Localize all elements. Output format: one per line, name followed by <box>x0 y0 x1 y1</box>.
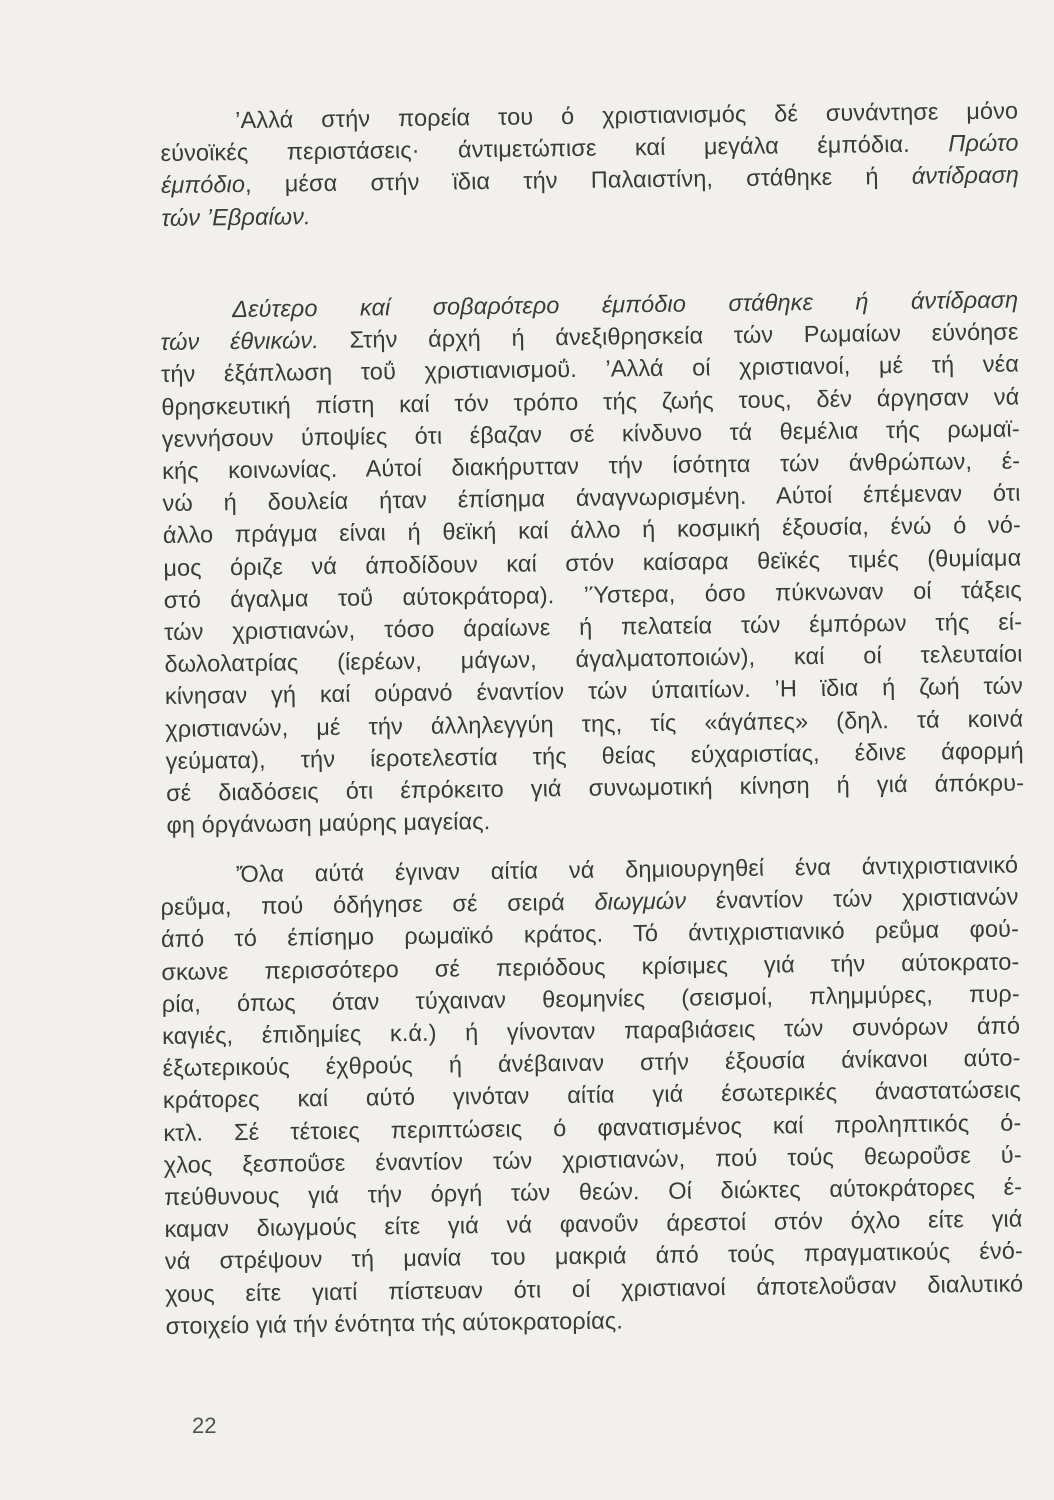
text-line: κράτορες καί αύτό γινόταν αίτία γιά έσωτερικές άναστατώσεις <box>162 1076 1022 1114</box>
text-line: σέ διαδόσεις ότι έπρόκειτο γιά συνωμοτική κίνηση ή γιά άπόκρυ- <box>165 769 1025 807</box>
text-line: πεύθυνους γιά τήν όργή τών θεών. Οί διώκτες αύτοκράτορες έ- <box>163 1173 1023 1211</box>
text-line: γεννήσουν ύποψίες ότι έβαζαν σέ κίνδυνο τά θεμέλια τής ρωμαϊ- <box>161 415 1020 452</box>
text-line: τών ’Εβραίων. <box>161 202 311 231</box>
text-line: δωλολατρίας (ίερέων, μάγων, άγαλματοποιών), καί οί τελευταίοι <box>164 640 1023 678</box>
text-line: τών έθνικών. Στήν άρχή ή άνεξιθρησκεία τών Ρωμαίων εύνόησε <box>160 318 1019 356</box>
text-line: νά στρέψουν τή μανία του μακριά άπό τούς πραγματικούς ένό- <box>164 1237 1024 1275</box>
text-line: καγιές, έπιδημίες κ.ά.) ή γίνονταν παραβιάσεις τών συνόρων άπό <box>162 1012 1021 1050</box>
text-line: τήν έξάπλωση τοΰ χριστιανισμοΰ. ’Αλλά οί χριστιανοί, μέ τή νέα <box>160 350 1020 388</box>
text-line: ’Αλλά στήν πορεία του ό χριστιανισμός δέ συνάντησε μόνο <box>235 97 1019 134</box>
text-line: χους είτε γιατί πίστευαν ότι οί χριστιανοί άποτελοΰσαν διαλυτικό <box>165 1270 1024 1307</box>
paragraph-3 <box>160 849 1024 1342</box>
text-line: ρία, όπως όταν τύχαιναν θεομηνίες (σεισμοί, πλημμύρες, πυρ- <box>161 980 1020 1017</box>
text-line: φη όργάνωση μαύρης μαγείας. <box>166 808 491 839</box>
paragraph-1 <box>160 95 1020 234</box>
text-line: νώ ή δουλεία ήταν έπίσημα άναγνωρισμένη. Αύτοί έπέμεναν ότι <box>162 479 1021 517</box>
text-line: κτλ. Σέ τέτοιες περιπτώσεις ό φανατισμένος καί προληπτικός ό- <box>163 1109 1022 1146</box>
paragraph-2 <box>160 284 1025 842</box>
text-line: χριστιανών, μέ τήν άλληλεγγύη της, τίς «άγάπες» (δηλ. τά κοινά <box>165 705 1024 742</box>
text-line: στοιχείο γιά τήν ένότητα τής αύτοκρατορίας. <box>165 1307 624 1339</box>
text-line: κής κοινωνίας. Αύτοί διακήρυτταν τήν ίσότητα τών άνθρώπων, έ- <box>162 447 1021 485</box>
text-line: θρησκευτική πίστη καί τόν τρόπο τής ζωής τους, δέν άργησαν νά <box>161 383 1020 420</box>
text-line: γεύματα), τήν ίεροτελεστία τής θείας εύχαριστίας, έδινε άφορμή <box>165 737 1024 774</box>
text-line: τών χριστιανών, τόσο άραίωνε ή πελατεία τών έμπόρων τής εί- <box>163 608 1023 646</box>
page-number: 22 <box>192 1413 217 1438</box>
text-line: έξωτερικούς έχθρούς ή άνέβαιναν στήν έξουσία άνίκανοι αύτο- <box>162 1044 1021 1082</box>
text-line: εύνοϊκές περιστάσεις· άντιμετώπισε καί μεγάλα έμπόδια. Πρώτο <box>160 129 1019 167</box>
text-line: κίνησαν γή καί ούρανό έναντίον τών ύπαιτίων. ’Η ϊδια ή ζωή τών <box>164 672 1024 710</box>
text-line: σκωνε περισσότερο σέ περιόδους κρίσιμες γιά τήν αύτοκρατο- <box>161 948 1020 985</box>
text-line: στό άγαλμα τοΰ αύτοκράτορα). ’Ύστερα, όσο πύκνωναν οί τάξεις <box>163 576 1022 613</box>
text-line: ’Όλα αύτά έγιναν αίτία νά δημιουργηθεί ένα άντιχριστιανικό <box>235 851 1019 888</box>
text-line: Δεύτερο καί σοβαρότερο έμπόδιο στάθηκε ή άντίδραση <box>232 286 1019 323</box>
text-line: άπό τό έπίσημο ρωμαϊκό κράτος. Τό άντιχριστιανικό ρεΰμα φού- <box>160 915 1020 953</box>
text-line: μος όριζε νά άποδίδουν καί στόν καίσαρα θεϊκές τιμές (θυμίαμα <box>163 544 1022 581</box>
text-line: καμαν διωγμούς είτε γιά νά φανοΰν άρεστοί στόν όχλο είτε γιά <box>164 1205 1023 1243</box>
text-line: άλλο πράγμα είναι ή θεϊκή καί άλλο ή κοσμική έξουσία, ένώ ό νό- <box>162 511 1022 549</box>
text-line: χλος ξεσποΰσε έναντίον τών χριστιανών, πού τούς θεωροΰσε ύ- <box>163 1141 1022 1178</box>
text-line: έμπόδιο, μέσα στήν ϊδια τήν Παλαιστίνη, στάθηκε ή άντίδραση <box>160 161 1020 199</box>
text-line: ρεΰμα, πού όδήγησε σέ σειρά διωγμών έναντίον τών χριστιανών <box>160 883 1019 921</box>
